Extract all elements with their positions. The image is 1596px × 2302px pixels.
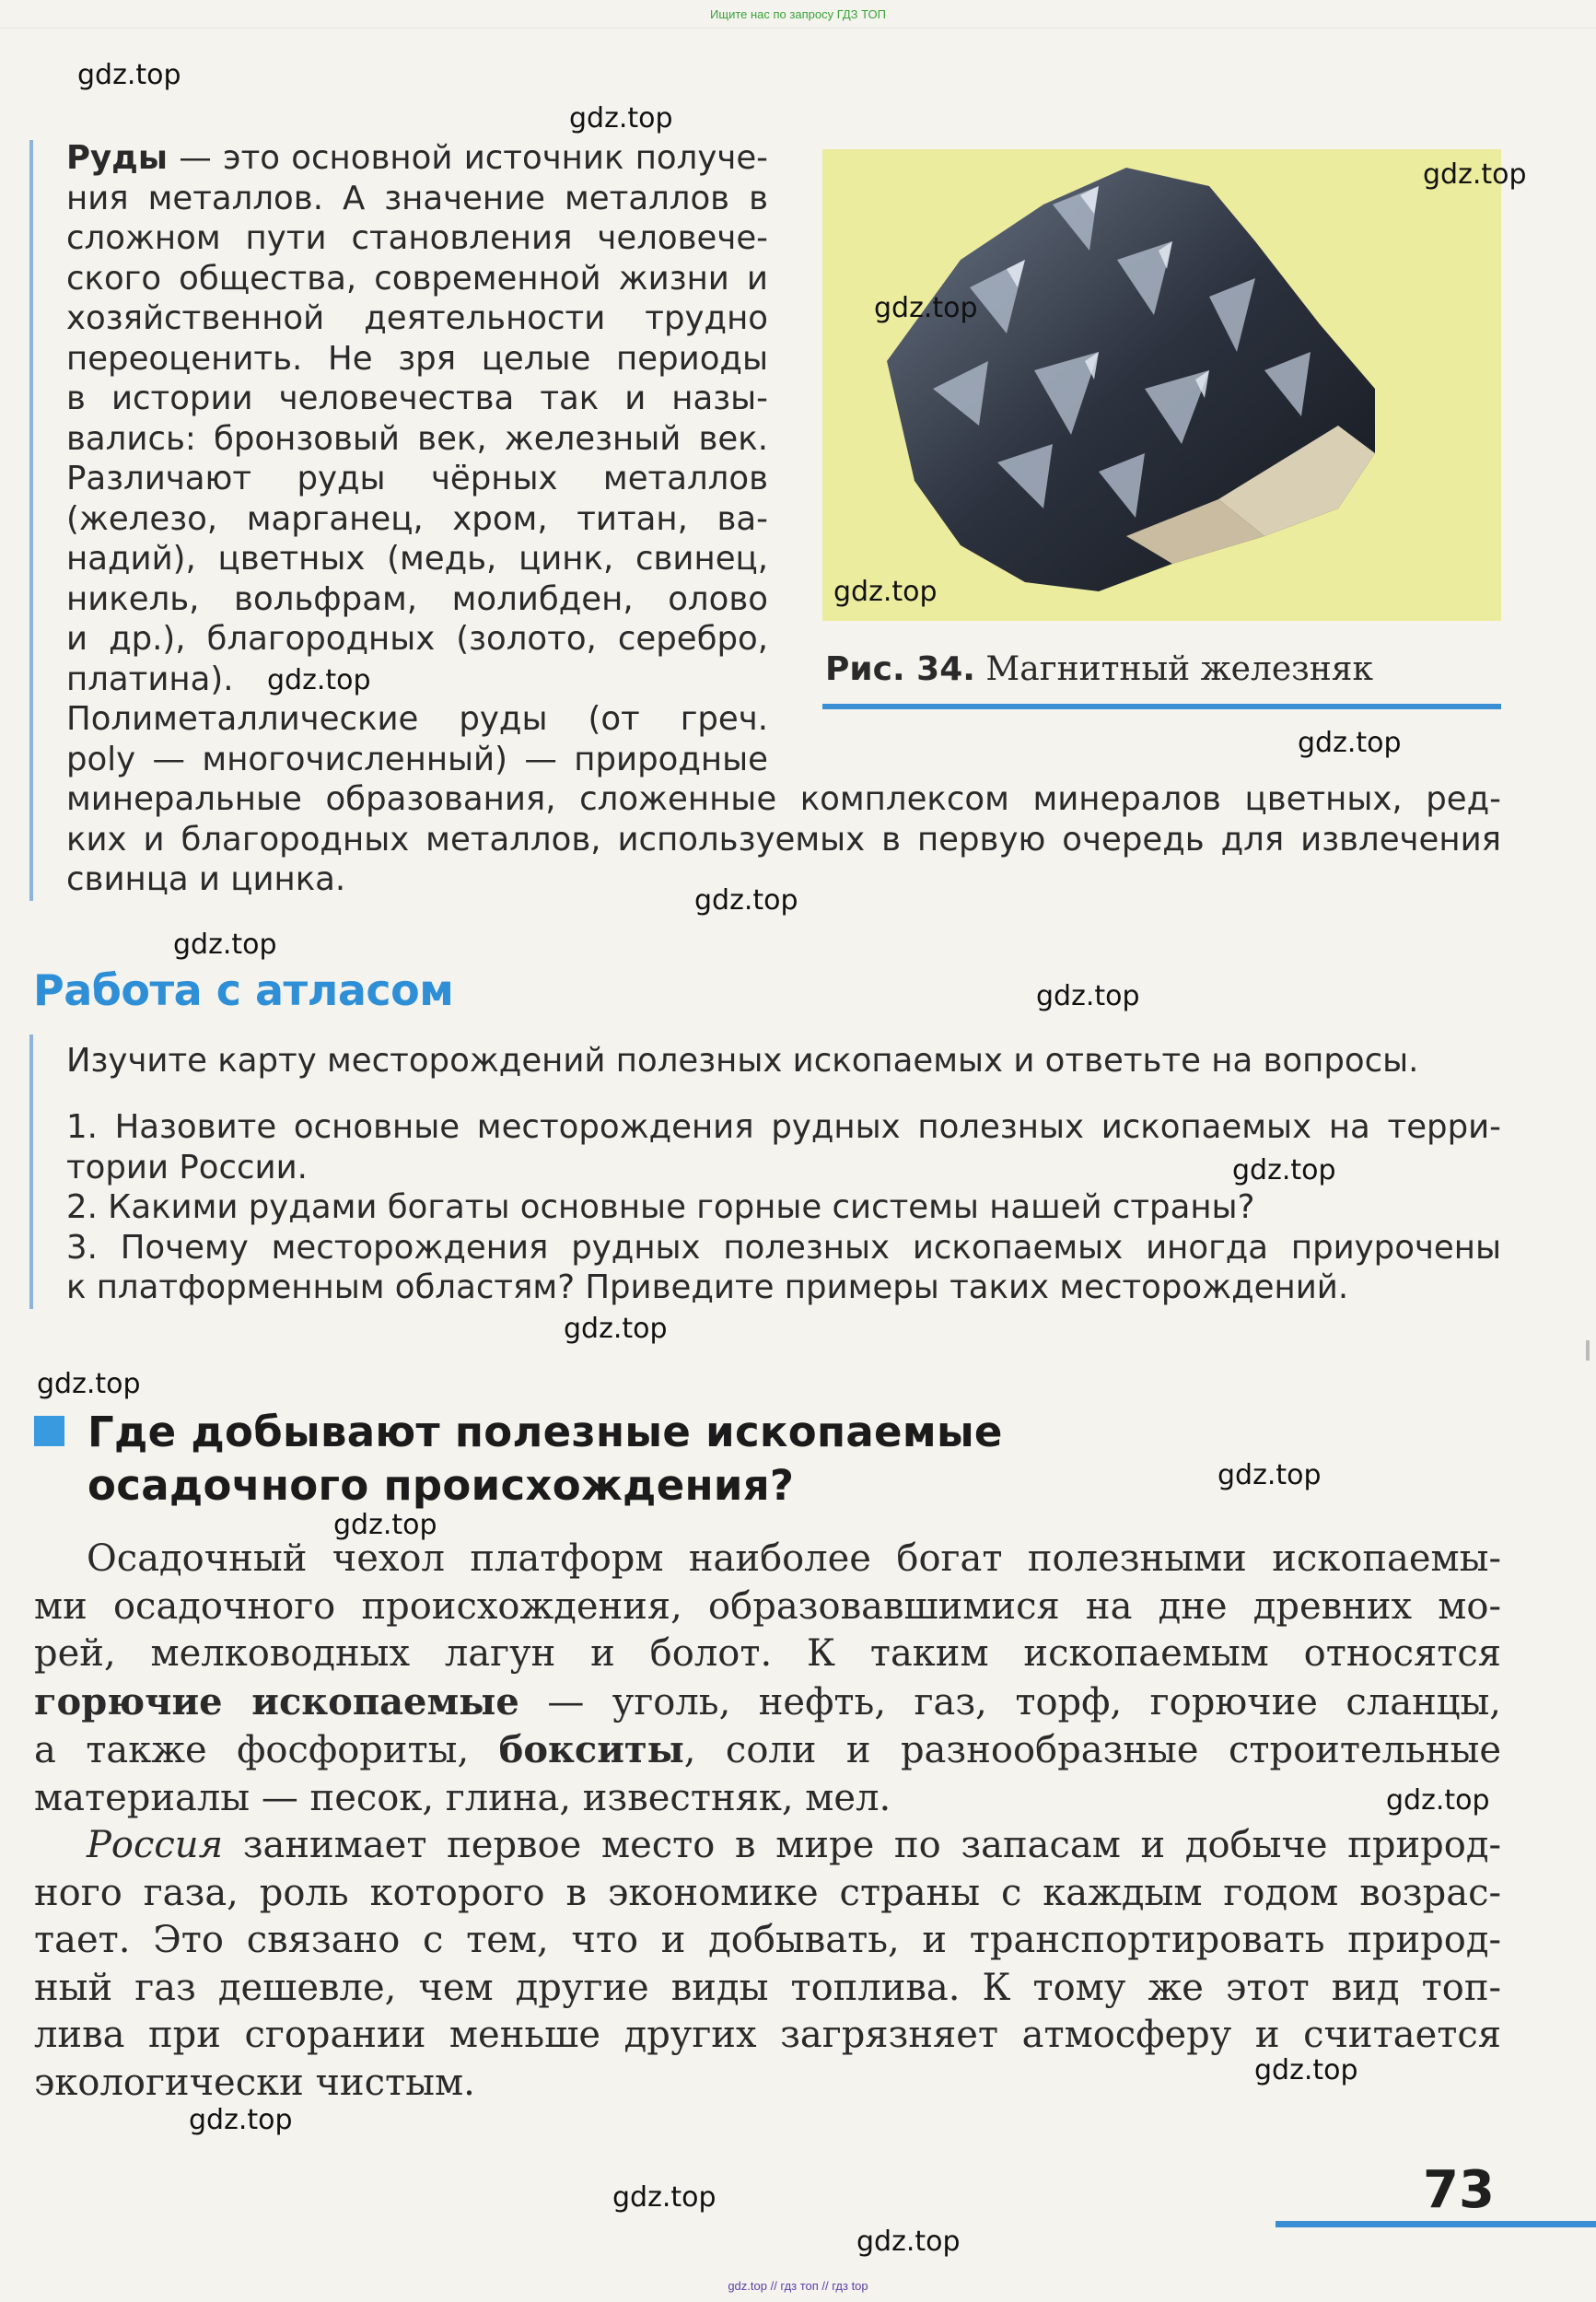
watermark: gdz.top [856, 2226, 961, 2258]
edge-mark [1586, 1340, 1590, 1361]
section-marker-icon [34, 1416, 64, 1446]
text-line: экологически чистым. [34, 2061, 475, 2104]
text-line: ного газа, роль которого в экономике страны с каждым годом возрас- [34, 1871, 1501, 1914]
watermark: gdz.top [77, 59, 181, 91]
atlas-questions [66, 1107, 1501, 1308]
ores-paragraph [66, 138, 768, 779]
watermark: gdz.top [1298, 727, 1402, 759]
polymetallic-continuation [66, 779, 1501, 900]
ores-line: poly — многочисленный) — природные [66, 740, 768, 778]
ores-line: (железо, марганец, хром, титан, ва- [66, 499, 768, 538]
atlas-left-bar [29, 1034, 33, 1309]
question-line: 3. Почему месторождения рудных полезных ископаемых иногда приурочены [66, 1228, 1501, 1267]
ores-line: никель, вольфрам, молибден, олово [66, 579, 768, 618]
figure-number: Рис. 34. [825, 650, 975, 688]
question-line: тории России. [66, 1148, 308, 1186]
term-ores: Руды [66, 139, 168, 177]
ores-line: платина). [66, 660, 234, 698]
question-line: 1. Назовите основные месторождения рудных полезных ископаемых на терри- [66, 1108, 1501, 1146]
ores-line: переоценить. Не зря целые периоды [66, 339, 768, 378]
section-heading: Где добывают полезные ископаемые осадочного происхождения? [87, 1408, 1003, 1510]
text-line: Россия занимает первое место в мире по запасам и добыче природ- [87, 1824, 1501, 1866]
watermark: gdz.top [1254, 2054, 1358, 2086]
ores-line: Руды — это основной источник получе- [66, 139, 768, 177]
text-line: рей, мелководных лагун и болот. К таким ископаемым относятся [34, 1632, 1501, 1675]
ores-line: Полиметаллические руды (от греч. [66, 700, 768, 738]
watermark: gdz.top [833, 576, 938, 608]
ores-line: вались: бронзовый век, железный век. [66, 419, 768, 458]
text-line: ный газ дешевле, чем другие виды топлива. К тому же этот вид топ- [34, 1966, 1501, 2009]
figure-title: Магнитный железняк [985, 650, 1373, 688]
watermark: gdz.top [1217, 1459, 1322, 1491]
magnetite-crystal-icon [822, 149, 1501, 621]
question-line: 2. Какими рудами богаты основные горные системы нашей страны? [66, 1188, 1255, 1226]
ores-line: в истории человечества так и назы- [66, 380, 768, 417]
watermark: gdz.top [173, 929, 277, 961]
term-bauxite: бокситы [498, 1728, 684, 1771]
atlas-intro: Изучите карту месторождений полезных ископаемых и ответьте на вопросы. [66, 1042, 1419, 1080]
bottom-banner: gdz.top // гдз топ // гдз top [728, 2279, 868, 2293]
watermark: gdz.top [874, 292, 978, 324]
watermark: gdz.top [1386, 1784, 1490, 1817]
figure-caption [825, 650, 1373, 688]
ores-line: и др.), благородных (золото, серебро, [66, 620, 768, 658]
watermark: gdz.top [189, 2104, 293, 2136]
question-line: к платформенным областям? Приведите примеры таких месторождений. [66, 1268, 1349, 1306]
sedimentary-paragraph [34, 1536, 1501, 2107]
ores-line: ния металлов. А значение металлов в [66, 179, 768, 217]
atlas-heading: Работа с атласом [33, 965, 454, 1015]
page-number: 73 [1423, 2160, 1495, 2220]
watermark: gdz.top [1232, 1154, 1336, 1186]
term-russia: Россия [87, 1824, 224, 1866]
text-line: горючие ископаемые — уголь, нефть, газ, торф, горючие сланцы, [34, 1679, 1502, 1724]
magnetite-photo [822, 149, 1501, 621]
watermark: gdz.top [267, 664, 371, 696]
ores-line: Различают руды чёрных металлов [66, 460, 768, 497]
ores-line: надий), цветных (медь, цинк, свинец, [66, 540, 768, 578]
ores-line: ского общества, современной жизни и [66, 259, 768, 298]
text-line: ми осадочного происхождения, образовавшимися на дне древних мо- [34, 1584, 1501, 1628]
ores-line: минеральные образования, сложенные комплексом минералов цветных, ред- [66, 780, 1501, 818]
ores-line: сложном пути становления человече- [66, 219, 768, 257]
ores-line: ких и благородных металлов, используемых в первую очередь для извлечения [66, 820, 1501, 859]
top-divider [0, 28, 1596, 29]
watermark: gdz.top [37, 1368, 141, 1400]
watermark: gdz.top [694, 884, 798, 917]
watermark: gdz.top [333, 1509, 437, 1541]
top-banner: Ищите нас по запросу ГДЗ ТОП [710, 7, 886, 21]
text-line: материалы — песок, глина, известняк, мел. [34, 1776, 891, 1819]
text-line: а также фосфориты, бокситы, соли и разнообразные строительные [34, 1728, 1501, 1771]
term-fuel: горючие ископаемые [34, 1679, 519, 1724]
ores-line: хозяйственной деятельности трудно [66, 299, 768, 337]
watermark: gdz.top [1036, 980, 1140, 1012]
ores-line: свинца и цинка. [66, 860, 346, 898]
figure-caption-rule [822, 704, 1501, 709]
text-line: тает. Это связано с тем, что и добывать, и транспортировать природ- [34, 1919, 1501, 1961]
page-number-rule [1276, 2221, 1596, 2227]
text-line: лива при сгорании меньше других загрязняет атмосферу и считается [34, 2014, 1501, 2056]
watermark: gdz.top [569, 102, 673, 134]
watermark: gdz.top [564, 1313, 668, 1345]
ores-left-bar [29, 140, 33, 901]
watermark: gdz.top [1423, 158, 1527, 191]
watermark: gdz.top [612, 2181, 716, 2214]
text-line: Осадочный чехол платформ наиболее богат полезными ископаемы- [87, 1537, 1501, 1580]
